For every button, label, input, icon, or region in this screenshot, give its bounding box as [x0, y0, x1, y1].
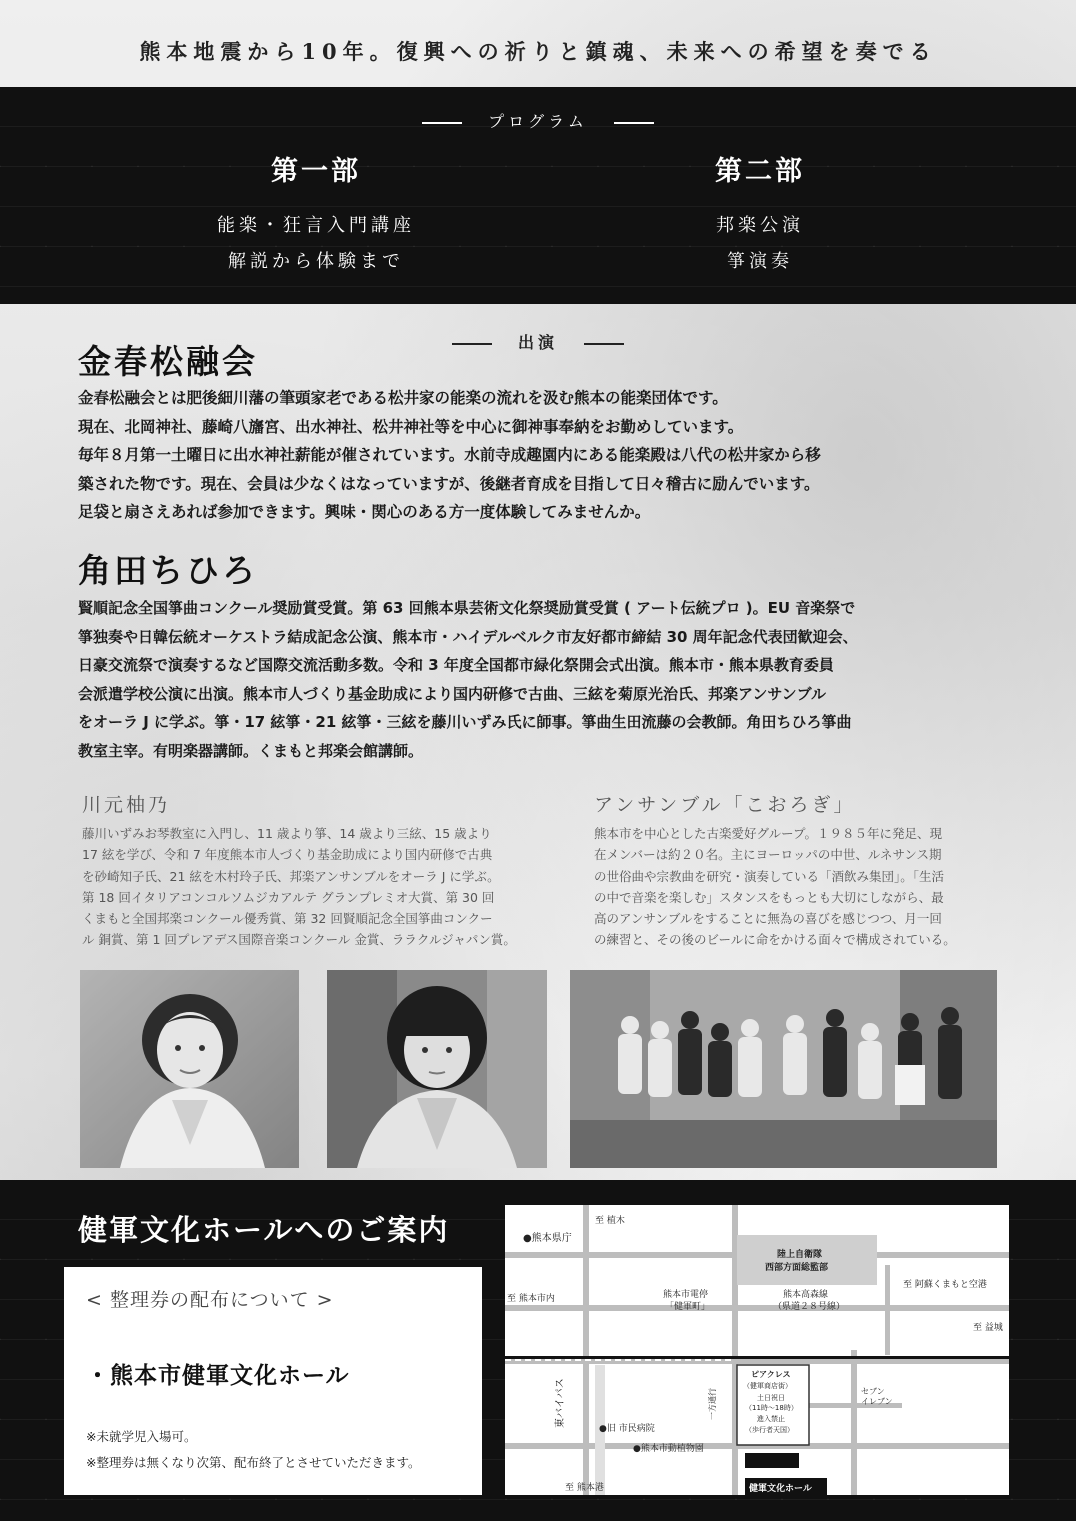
note-tickets: ※整理券は無くなり次第、配布終了とさせていただきます。 — [86, 1455, 421, 1470]
bio-line: の世俗曲や宗教曲を研究・演奏している「酒飲み集団」。「生活 — [594, 868, 945, 884]
bio-line: ル 銅賞、第 1 回プレアデス国際音楽コンクール 金賞、ララクルジャパン賞。 — [82, 932, 516, 948]
map-label-highway2: （県道２８号線） — [773, 1302, 846, 1312]
divider — [422, 122, 462, 124]
bio-line: 第 18 回イタリアコンコルソムジカアルテ グランプレミオ大賞、第 30 回 — [82, 889, 495, 905]
part-one-title: 第一部 — [271, 156, 361, 187]
ticket-heading: < 整理券の配布について > — [86, 1289, 334, 1311]
korogi-name: アンサンブル「こおろぎ」 — [594, 794, 856, 816]
bio-line: を砂崎知子氏、21 絃を木村玲子氏、邦楽アンサンブルをオーラ J に学ぶ。 — [82, 868, 500, 884]
part-two-title: 第二部 — [715, 156, 805, 187]
map-label-tram-stop2: 「健軍町」 — [665, 1302, 711, 1312]
bio-line: の中で音楽を楽しむ」スタンスをもっとも大切にしながら、最 — [594, 889, 944, 905]
venue-place: ・熊本市健軍文化ホール — [86, 1363, 350, 1389]
bio-line: 毎年８月第一土曜日に出水神社薪能が催されています。水前寺成趣園内にある能楽殿は八代の松井家から移 — [78, 446, 821, 464]
bio-line: をオーラ J に学ぶ。箏・17 絃箏・21 絃箏・三絃を藤川いずみ氏に師事。箏曲生田流藤の会教師。角田ちひろ箏曲 — [78, 713, 852, 731]
bio-line: 17 絃を学び、令和 7 年度熊本市人づくり基金助成により国内研修で古典 — [82, 847, 493, 863]
divider — [584, 343, 624, 345]
venue-band — [0, 1180, 1076, 1521]
map-label-city: 至 熊本市内 — [507, 1294, 555, 1304]
bio-line: くまもと全国邦楽コンクール優秀賞、第 32 回賢順記念全国箏曲コンクー — [82, 911, 493, 927]
map-label-piacres: ピアクレス — [751, 1370, 791, 1379]
map-label-piacres6: （歩行者天国） — [745, 1426, 794, 1434]
map-label-hall: 健軍文化ホール — [749, 1484, 812, 1494]
bio-line: 会派遣学校公演に出演。熊本市人づくり基金助成により国内研修で古曲、三絃を菊原光治氏、邦楽アンサンブル — [78, 684, 827, 703]
map-label-tram-stop: 熊本市電停 — [663, 1290, 709, 1300]
map-drawing — [505, 1205, 1009, 1495]
bio-line: の練習と、その後のビールに命をかける面々で構成されている。 — [594, 932, 956, 948]
map-label-zoo: ●熊本市動植物園 — [633, 1444, 704, 1454]
part-two-line1: 邦楽公演 — [716, 215, 804, 236]
program-heading-label: プログラム — [488, 112, 588, 131]
venue-map — [505, 1205, 1009, 1495]
kawamoto-bio — [82, 823, 562, 951]
map-label-sdf: 陸上自衛隊 — [777, 1250, 823, 1260]
photo-sumida — [80, 970, 299, 1168]
map-label-piacres4: （11時～18時） — [745, 1404, 798, 1412]
map-label-hospital: ●旧 市民病院 — [599, 1424, 655, 1434]
map-label-bypass: 東バイパス — [555, 1378, 566, 1428]
kinharu-name: 金春松融会 — [78, 342, 258, 381]
sumida-name: 角田ちひろ — [78, 551, 258, 590]
ticket-info-box — [64, 1267, 482, 1495]
map-label-piacres3: 土日祝日 — [757, 1394, 785, 1402]
korogi-bio — [594, 823, 1014, 951]
photo-kawamoto — [327, 970, 547, 1168]
program-part-one — [166, 149, 466, 280]
map-label-pref-office: ●熊本県庁 — [523, 1233, 572, 1244]
bio-line: 足袋と扇さえあれば参加できます。興味・関心のある方一度体験してみませんか。 — [78, 503, 651, 521]
photo-korogi-ensemble — [570, 970, 997, 1168]
divider — [614, 122, 654, 124]
bio-line: 日豪交流祭で演奏するなど国際交流活動多数。令和 3 年度全国都市緑化祭開会式出演。熊本市・熊本県教育委員 — [78, 656, 834, 674]
bio-line: 教室主宰。有明楽器講師。くまもと邦楽会館講師。 — [78, 741, 424, 760]
program-part-two — [610, 149, 910, 280]
part-one-line2: 解説から体験まで — [228, 251, 404, 272]
bio-line: 在メンバーは約２０名。主にヨーロッパの中世、ルネサンス期 — [594, 847, 942, 863]
map-label-mashiki: 至 益城 — [973, 1323, 1003, 1333]
kinharu-bio — [78, 384, 1008, 527]
map-label-ueki: 至 植木 — [595, 1216, 625, 1226]
performers-heading-label: 出演 — [517, 333, 558, 352]
bio-line: 現在、北岡神社、藤崎八旛宮、出水神社、松井神社等を中心に御神事奉納をお勤めしています。 — [78, 417, 744, 436]
part-two-line2: 箏演奏 — [727, 251, 793, 272]
bio-line: 箏独奏や日韓伝統オーケストラ結成記念公演、熊本市・ハイデルベルク市友好都市締結 30 周年記念代表団歓迎会、 — [78, 627, 858, 646]
map-label-piacres2: （健軍商店街） — [743, 1382, 792, 1390]
map-label-seven2: イレブン — [861, 1397, 893, 1406]
program-band — [0, 87, 1076, 304]
map-label-highway: 熊本高森線 — [783, 1290, 829, 1300]
kawamoto-name: 川元柚乃 — [82, 794, 171, 816]
bio-line: 築された物です。現在、会員は少なくはなっていますが、後継者育成を目指して日々稽古に励んでいます。 — [78, 474, 820, 493]
bio-line: 熊本市を中心とした古楽愛好グループ。１９８５年に発足、現 — [594, 826, 943, 841]
program-heading — [0, 109, 1076, 132]
map-label-aso: 至 阿蘇くまもと空港 — [903, 1280, 987, 1290]
map-label-oneway: 一方通行 — [708, 1388, 717, 1420]
map-label-seven: セブン — [861, 1387, 885, 1396]
bio-line: 賢順記念全国箏曲コンクール奨励賞受賞。第 63 回熊本県芸術文化祭奨励賞受賞 ( アート伝統プロ )。EU 音楽祭で — [78, 599, 856, 617]
map-label-port: 至 熊本港 — [565, 1483, 604, 1493]
bio-line: 金春松融会とは肥後細川藩の筆頭家老である松井家の能楽の流れを汲む熊本の能楽団体です。 — [78, 389, 728, 407]
venue-title: 健軍文化ホールへのご案内 — [78, 1213, 450, 1247]
slogan: 熊本地震から10年。復興への祈りと鎮魂、未来への希望を奏でる — [139, 39, 937, 64]
note-children: ※未就学児入場可。 — [86, 1429, 197, 1444]
sumida-bio — [78, 594, 1008, 765]
divider — [452, 343, 492, 345]
bio-line: 藤川いずみお琴教室に入門し、11 歳より箏、14 歳より三絃、15 歳より — [82, 826, 492, 841]
map-label-piacres5: 進入禁止 — [757, 1415, 785, 1423]
bio-line: 高のアンサンブルをすることに無為の喜びを感じつつ、月一回 — [594, 911, 942, 927]
map-label-sdf2: 西部方面総監部 — [765, 1263, 829, 1273]
part-one-line1: 能楽・狂言入門講座 — [217, 215, 415, 236]
